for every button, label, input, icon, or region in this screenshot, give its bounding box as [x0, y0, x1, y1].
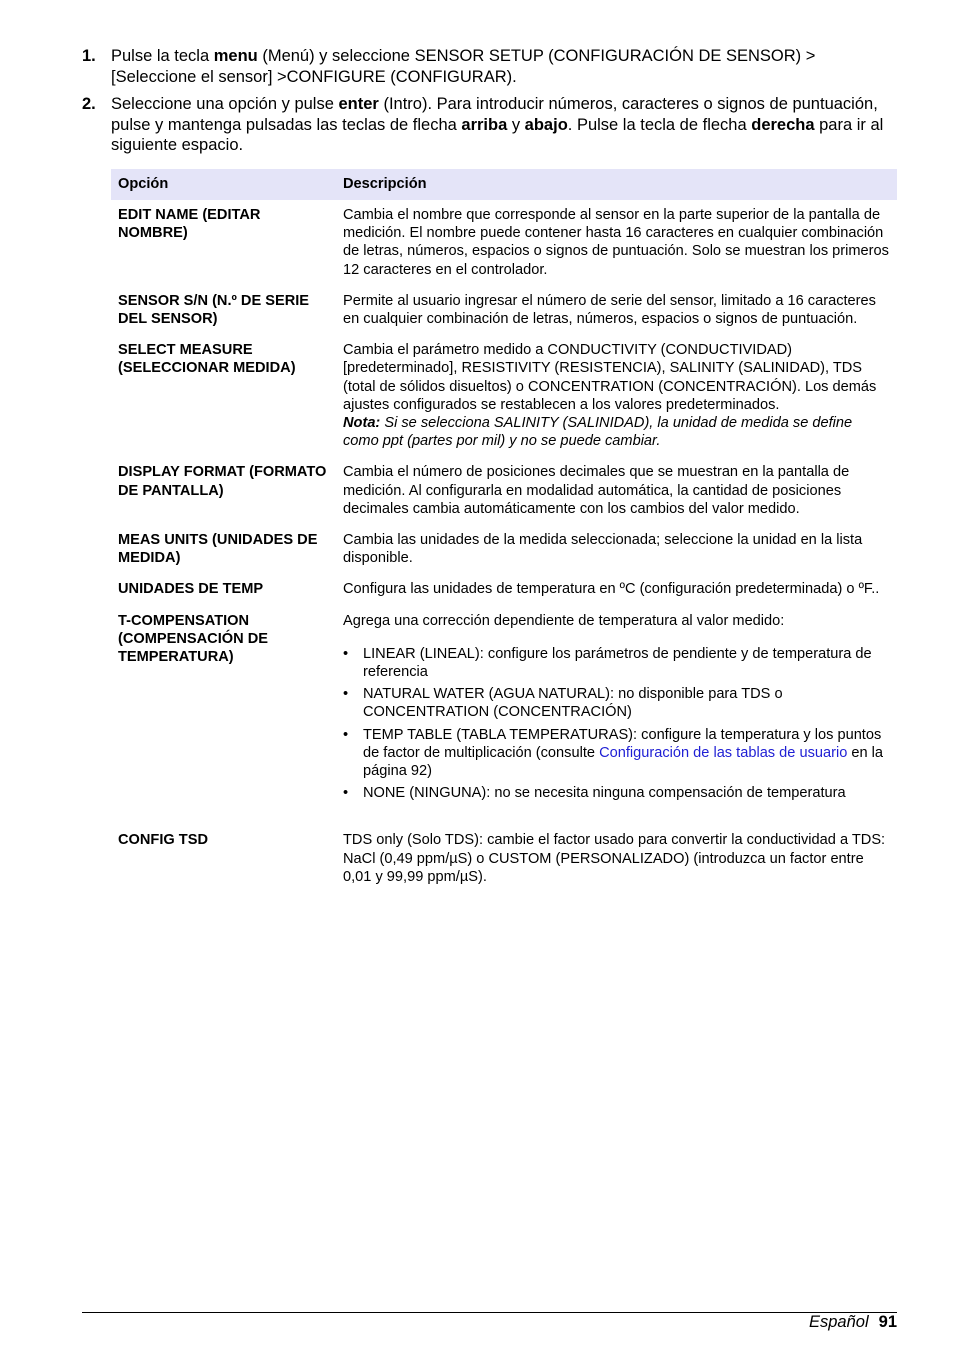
- table-header-row: [111, 169, 897, 200]
- table-row: [111, 574, 897, 605]
- bullet-icon: •: [343, 726, 349, 743]
- description-text: Cambia el parámetro medido a CONDUCTIVITY (CONDUCTIVIDAD) [predeterminado], RESISTIVITY (RESISTENCIA), SALINITY (SALINIDAD), TDS (total de sólidos disueltos) o CONCENTRATION (CONCENTRACIÓN). Los demás ajustes configurados se restablecen a los valores predeterminados.: [343, 342, 877, 413]
- note-text: Si se selecciona SALINITY (SALINIDAD), la unidad de medida se define como ppt (partes por mil) y no se puede cambiar.: [343, 415, 853, 450]
- key-name: derecha: [751, 115, 815, 134]
- option-description: Configura las unidades de temperatura en ºC (configuración predeterminada) o ºF..: [343, 581, 880, 598]
- table-row: [111, 200, 897, 286]
- step-text-part: . Pulse la tecla de flecha: [567, 115, 752, 134]
- option-description: TDS only (Solo TDS): cambie el factor usado para convertir la conductividad a TDS: NaCl (0,49 ppm/µS) o CUSTOM (PERSONALIZADO) (introduzca un factor entre 0,01 y 99,99 ppm/µS).: [343, 832, 886, 885]
- table-row: [111, 286, 897, 335]
- bullet-icon: •: [343, 645, 349, 662]
- description-text: Agrega una corrección dependiente de temperatura al valor medido:: [343, 612, 785, 629]
- page-footer: [809, 1312, 897, 1332]
- list-item-text: NATURAL WATER (AGUA NATURAL): no disponible para TDS o CONCENTRATION (CONCENTRACIÓN): [363, 686, 783, 721]
- list-item: [343, 726, 890, 781]
- option-description: Cambia las unidades de la medida seleccionada; seleccione la unidad en la lista disponible.: [343, 532, 863, 567]
- user-tables-link[interactable]: Configuración de las tablas de usuario: [599, 744, 848, 761]
- step-1: [82, 46, 897, 87]
- key-name: enter: [338, 95, 379, 113]
- option-description: [336, 335, 897, 457]
- step-text-part: para ir al siguiente espacio.: [111, 115, 884, 154]
- list-item-text: NONE (NINGUNA): no se necesita ninguna compensación de temperatura: [363, 785, 846, 802]
- option-name: UNIDADES DE TEMP: [118, 581, 264, 598]
- table-row: [111, 335, 897, 457]
- table-row: [111, 525, 897, 574]
- column-header-description: Descripción: [336, 169, 897, 200]
- page-number: 91: [878, 1313, 897, 1331]
- option-name: MEAS UNITS (UNIDADES DE MEDIDA): [118, 532, 318, 567]
- list-item: [343, 645, 890, 681]
- step-number: 2.: [82, 95, 96, 113]
- compensation-list: [343, 645, 890, 803]
- option-name: DISPLAY FORMAT (FORMATO DE PANTALLA): [118, 464, 327, 499]
- option-name: SELECT MEASURE (SELECCIONAR MEDIDA): [118, 342, 296, 377]
- bullet-icon: •: [343, 785, 349, 802]
- bullet-icon: •: [343, 686, 349, 703]
- column-header-option: Opción: [111, 169, 336, 200]
- list-item: [343, 784, 890, 802]
- note-label: Nota:: [343, 415, 381, 432]
- step-text-part: Pulse la tecla: [111, 47, 214, 65]
- list-item-text: LINEAR (LINEAL): configure los parámetros de pendiente y de temperatura de referencia: [363, 645, 872, 681]
- step-text-part: (Intro). Para introducir números, caracteres o signos de puntuación, pulse y mantenga pulsadas las teclas de flecha: [111, 95, 878, 134]
- key-name: arriba: [461, 115, 508, 134]
- option-name: SENSOR S/N (N.º DE SERIE DEL SENSOR): [118, 292, 310, 328]
- options-table: [111, 169, 897, 893]
- key-name: abajo: [524, 115, 568, 134]
- step-text-part: (Menú) y seleccione SENSOR SETUP (CONFIGURACIÓN DE SENSOR) > [Seleccione el sensor] >CONFIGURE (CONFIGURAR).: [111, 47, 816, 86]
- option-name: EDIT NAME (EDITAR NOMBRE): [118, 207, 261, 242]
- table-row: [111, 813, 897, 893]
- step-number: 1.: [82, 47, 96, 65]
- step-text: [111, 95, 883, 154]
- step-text-part: Seleccione una opción y pulse: [111, 95, 339, 113]
- option-name: T-COMPENSATION (COMPENSACIÓN DE TEMPERATURA): [118, 612, 268, 666]
- option-description: Cambia el nombre que corresponde al sensor en la parte superior de la pantalla de medición. El nombre puede contener hasta 16 caracteres en cualquier combinación de letras, números, espacios o signos de puntuación. Solo se muestran los primeros 12 caracteres en el controlador.: [343, 207, 889, 278]
- footer-rule: [82, 1312, 897, 1313]
- step-text-part: y: [507, 115, 525, 134]
- option-name: CONFIG TSD: [118, 832, 208, 849]
- list-item-text: en la página 92): [363, 744, 884, 780]
- option-description: [336, 606, 897, 814]
- instruction-steps: [82, 46, 897, 163]
- step-text: [111, 47, 815, 86]
- list-item: [343, 685, 890, 721]
- footer-language: Español: [809, 1313, 869, 1331]
- table-row: [111, 606, 897, 814]
- option-description: Cambia el número de posiciones decimales que se muestran en la pantalla de medición. Al configurarla en modalidad automática, la cantidad de posiciones decimales cambia automáticamente con los cambios del valor medido.: [343, 464, 850, 517]
- table-row: [111, 457, 897, 525]
- list-item-text: TEMP TABLE (TABLA TEMPERATURAS): configure la temperatura y los puntos de factor de multiplicación (consulte: [363, 726, 882, 761]
- key-name: menu: [213, 47, 258, 65]
- option-description: Permite al usuario ingresar el número de serie del sensor, limitado a 16 caracteres en cualquier combinación de letras, números, espacios o signos de puntuación.: [343, 292, 876, 328]
- step-2: [82, 94, 897, 156]
